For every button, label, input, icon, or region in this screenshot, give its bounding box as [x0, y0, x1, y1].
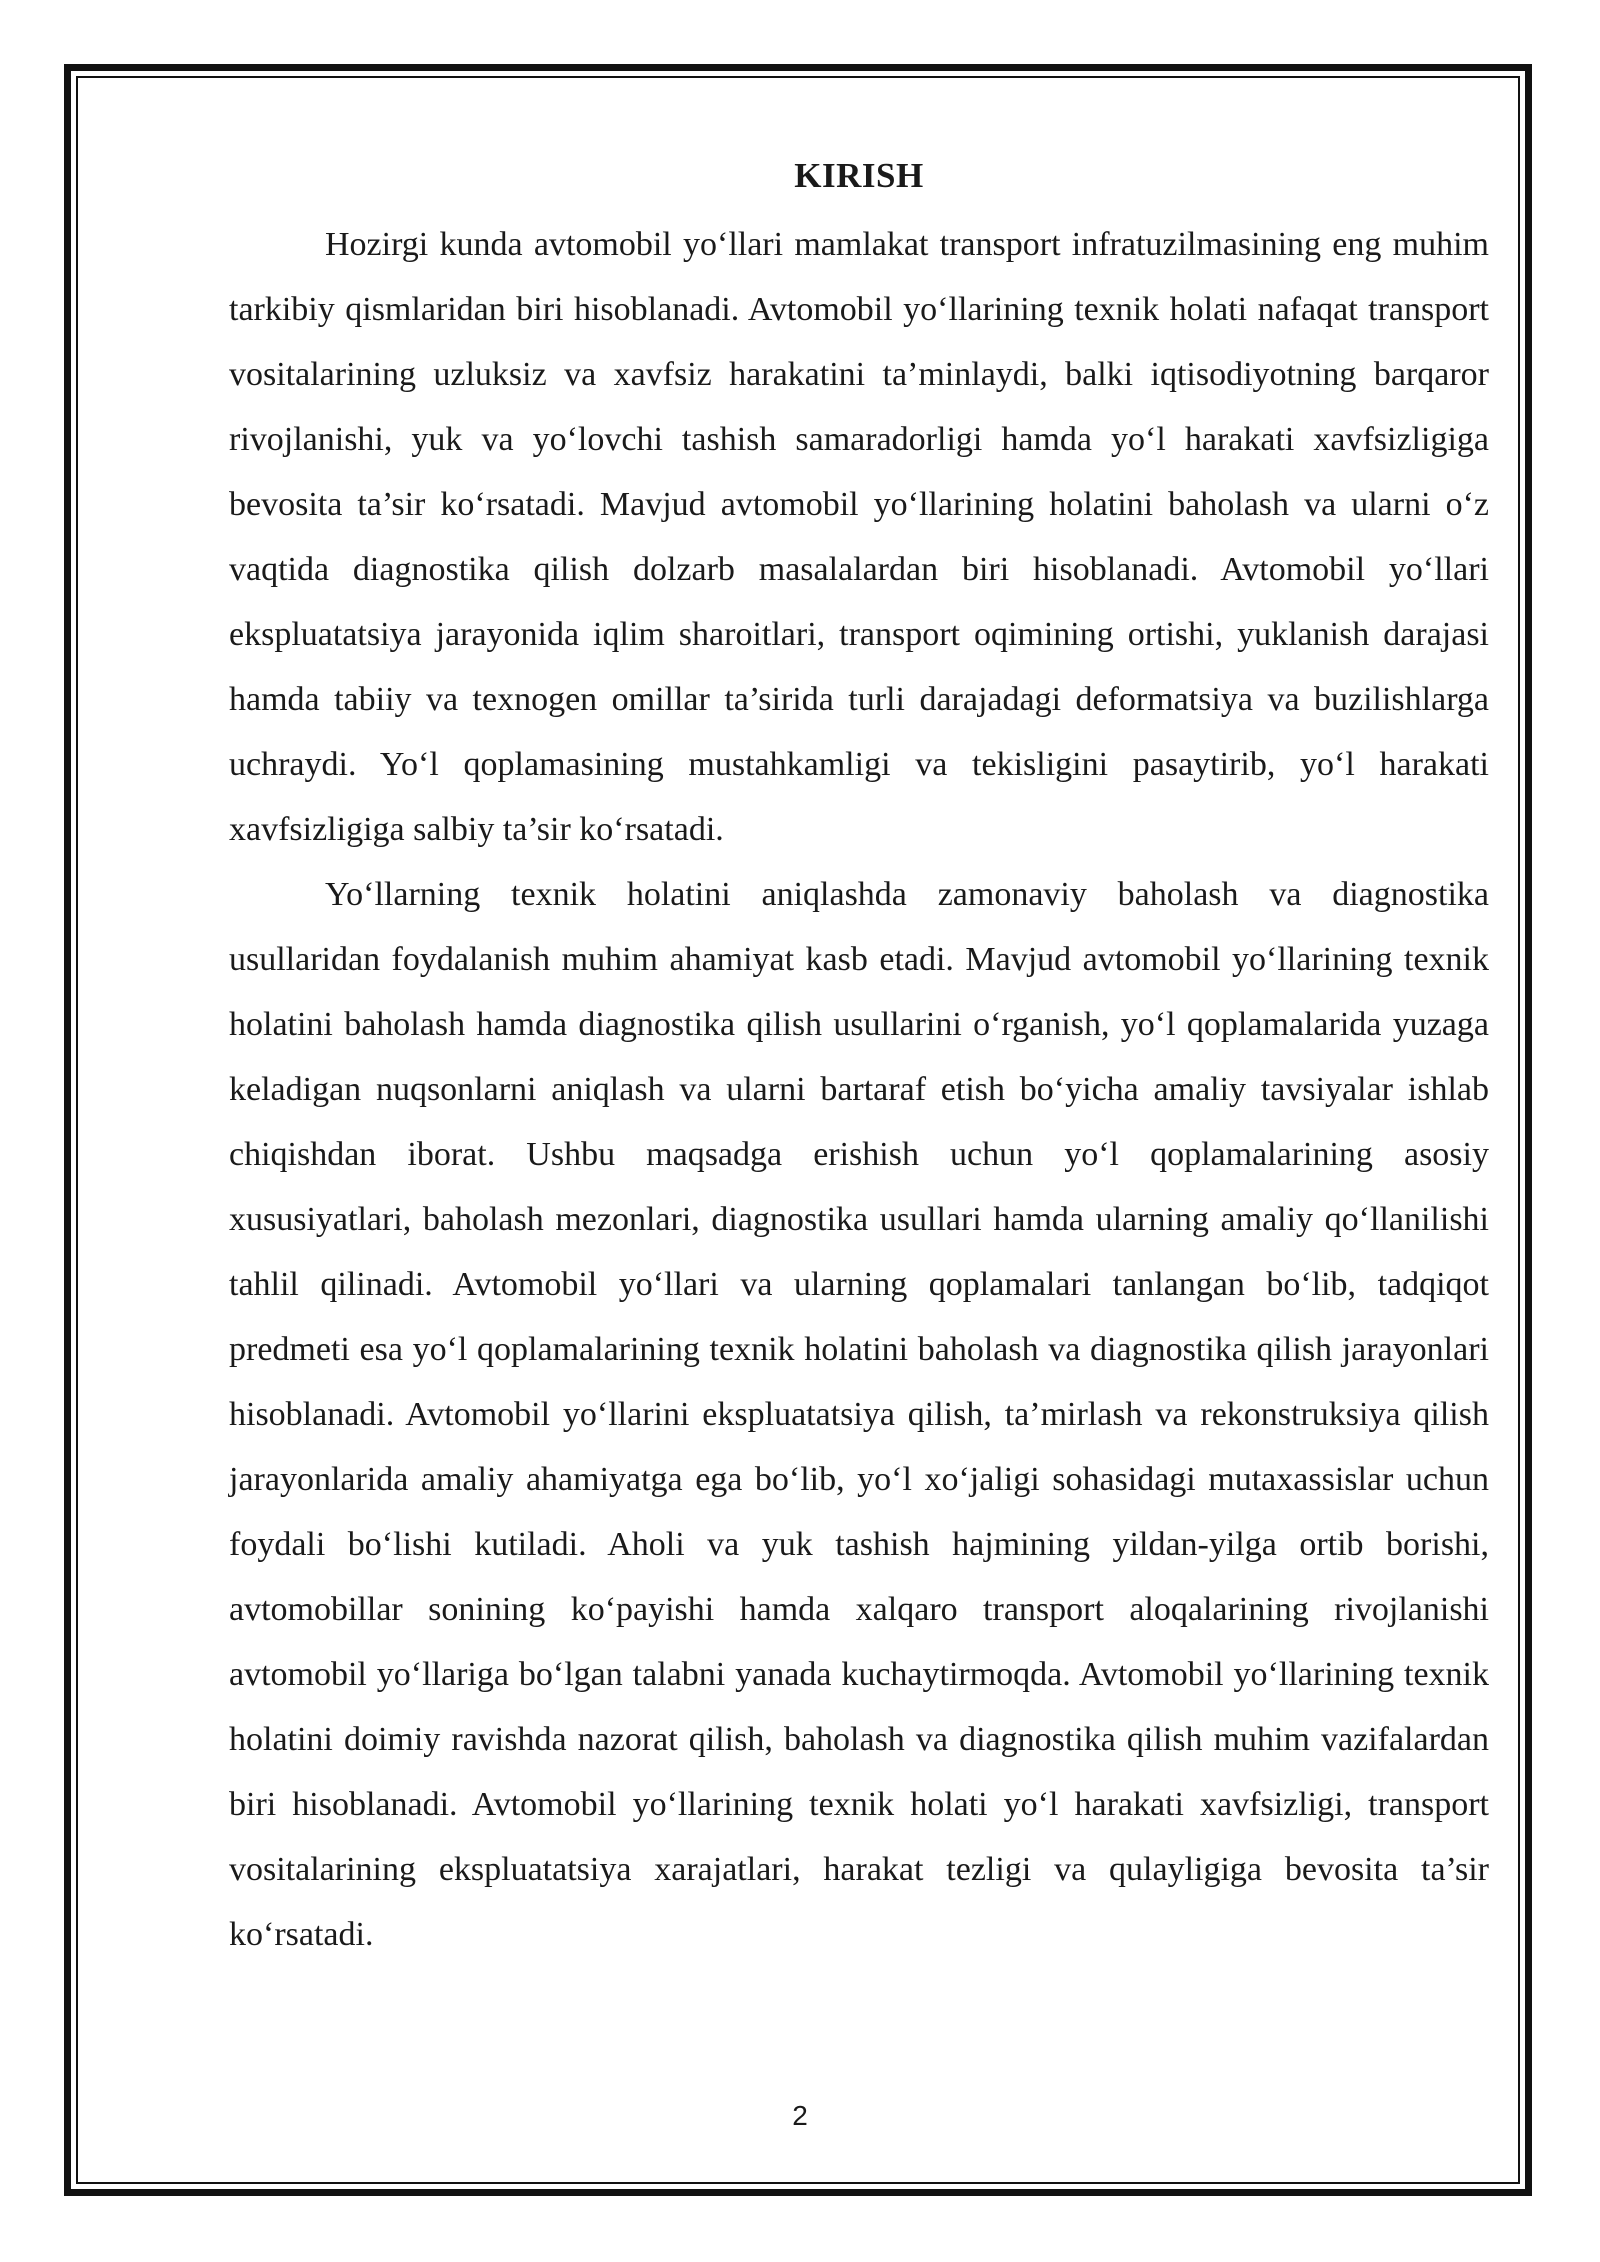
section-title: KIRISH [794, 156, 924, 195]
paragraph-2: Yo‘llarning texnik holatini aniqlashda zamonaviy baholash va diagnostika usullaridan foydalanish muhim ahamiyat kasb etadi. Mavjud avtomobil yo‘llarining texnik holatini baholash hamda diagnostika qilish usullarini o‘rganish, yo‘l qoplamalarida yuzaga keladigan nuqsonlarni aniqlash va ularni bartaraf etish bo‘yicha amaliy tavsiyalar ishlab chiqishdan iborat. Ushbu maqsadga erishish uchun yo‘l qoplamalarining asosiy xususiyatlari, baholash mezonlari, diagnostika usullari hamda ularning amaliy qo‘llanilishi tahlil qilinadi. Avtomobil yo‘llari va ularning qoplamalari tanlangan bo‘lib, tadqiqot predmeti esa yo‘l qoplamalarining texnik holatini baholash va diagnostika qilish jarayonlari hisoblanadi. Avtomobil yo‘llarini ekspluatatsiya qilish, ta’mirlash va rekonstruksiya qilish jarayonlarida amaliy ahamiyatga ega bo‘lib, yo‘l xo‘jaligi sohasidagi mutaxassislar uchun foydali bo‘lishi kutiladi. Aholi va yuk tashish hajmining yildan-yilga ortib borishi, avtomobillar sonining ko‘payishi hamda xalqaro transport aloqalarining rivojlanishi avtomobil yo‘llariga bo‘lgan talabni yanada kuchaytirmoqda. Avtomobil yo‘llarining texnik holatini doimiy ravishda nazorat qilish, baholash va diagnostika qilish muhim vazifalardan biri hisoblanadi. Avtomobil yo‘llarining texnik holati yo‘l harakati xavfsizligi, transport vositalarining ekspluatatsiya xarajatlari, harakat tezligi va qulayligiga bevosita ta’sir ko‘rsatadi. [229, 876, 1489, 1953]
page-number: 2 [792, 2100, 808, 2131]
page-content [229, 148, 1489, 1967]
paragraph-1: Hozirgi kunda avtomobil yo‘llari mamlakat transport infratuzilmasining eng muhim tarkibiy qismlaridan biri hisoblanadi. Avtomobil yo‘llarining texnik holati nafaqat transport vositalarining uzluksiz va xavfsiz harakatini ta’minlaydi, balki iqtisodiyotning barqaror rivojlanishi, yuk va yo‘lovchi tashish samaradorligi hamda yo‘l harakati xavfsizligiga bevosita ta’sir ko‘rsatadi. Mavjud avtomobil yo‘llarining holatini baholash va ularni o‘z vaqtida diagnostika qilish dolzarb masalalardan biri hisoblanadi. Avtomobil yo‘llari ekspluatatsiya jarayonida iqlim sharoitlari, transport oqimining ortishi, yuklanish darajasi hamda tabiiy va texnogen omillar ta’sirida turli darajadagi deformatsiya va buzilishlarga uchraydi. Yo‘l qoplamasining mustahkamligi va tekisligini pasaytirib, yo‘l harakati xavfsizligiga salbiy ta’sir ko‘rsatadi. [229, 226, 1489, 848]
